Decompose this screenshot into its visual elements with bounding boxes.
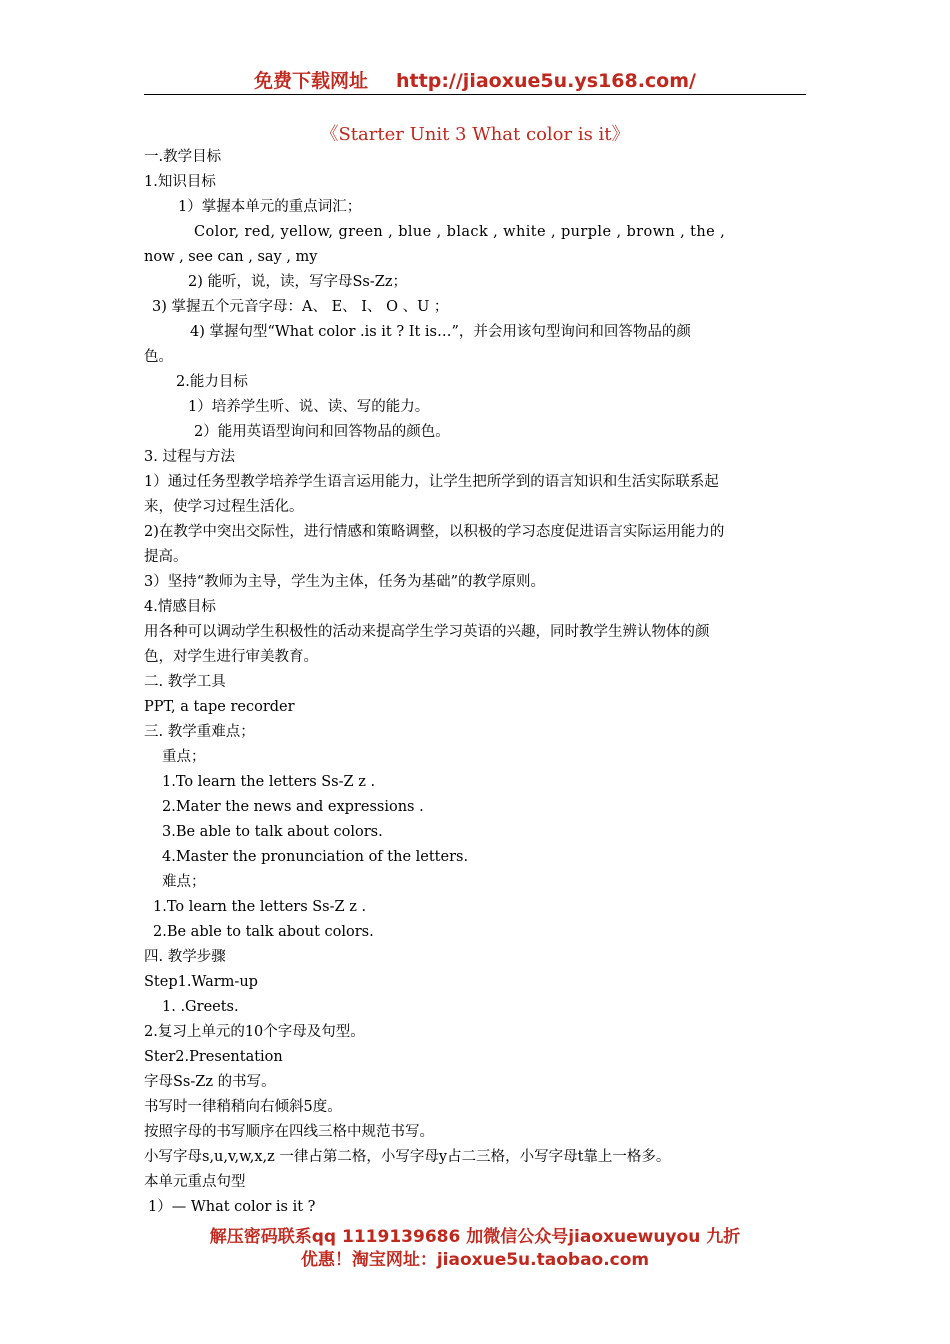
text-line: 2.Be able to talk about colors.	[153, 924, 374, 940]
subsection-heading: 2.能力目标	[176, 374, 248, 390]
text-line: 小写字母s,u,v,w,x,z 一律占第二格，小写字母y占二三格，小写字母t靠上一格多。	[144, 1149, 671, 1165]
text-line: 1. .Greets.	[162, 999, 239, 1015]
text-line: 书写时一律稍稍向右倾斜5度。	[144, 1099, 342, 1115]
text-line: PPT, a tape recorder	[144, 699, 295, 715]
text-line: 1）通过任务型教学培养学生语言运用能力，让学生把所学到的语言知识和生活实际联系起	[144, 474, 719, 490]
subsection-heading: 4.情感目标	[144, 599, 216, 615]
subsection-heading: 3. 过程与方法	[144, 449, 235, 465]
text-line: Color, red, yellow, green , blue , black , white , purple , brown , the ,	[194, 224, 726, 240]
text-line: 1.To learn the letters Ss-Z z .	[153, 899, 367, 915]
text-line: 色。	[144, 349, 173, 365]
text-line: 重点；	[162, 749, 206, 765]
footer-line-2[interactable]: 优惠！淘宝网址：jiaoxue5u.taobao.com	[300, 1250, 650, 1270]
text-line: 字母Ss-Zz 的书写。	[144, 1074, 276, 1090]
text-line: 按照字母的书写顺序在四线三格中规范书写。	[144, 1124, 434, 1140]
subsection-heading: 1.知识目标	[144, 174, 216, 190]
text-line: 1）— What color is it ?	[148, 1199, 316, 1215]
section-heading: 一.教学目标	[144, 149, 222, 165]
text-line: Ster2.Presentation	[144, 1049, 283, 1065]
text-line: 提高。	[144, 549, 188, 565]
text-line: Step1.Warm-up	[144, 974, 258, 990]
text-line: 3.Be able to talk about colors.	[162, 824, 383, 840]
text-line: 用各种可以调动学生积极性的活动来提高学生学习英语的兴趣，同时教学生辨认物体的颜	[144, 624, 710, 640]
document-title: 《Starter Unit 3 What color is it》	[320, 124, 630, 145]
text-line: 3) 掌握五个元音字母：A、 E、 I、 O 、U ；	[152, 299, 449, 315]
text-line: 1.To learn the letters Ss-Z z .	[162, 774, 376, 790]
section-heading: 二. 教学工具	[144, 674, 226, 690]
text-line: 难点；	[162, 874, 206, 890]
section-heading: 三. 教学重难点；	[144, 724, 255, 740]
text-line: 2)在教学中突出交际性，进行情感和策略调整，以积极的学习态度促进语言实际运用能力的	[144, 524, 725, 540]
text-line: 4) 掌握句型“What color .is it ? It is…”，并会用该句型询问和回答物品的颜	[190, 324, 691, 340]
text-line: 4.Master the pronunciation of the letters.	[162, 849, 469, 865]
text-line: 1）培养学生听、说、读、写的能力。	[188, 399, 430, 415]
text-line: now , see can , say , my	[144, 249, 318, 265]
text-line: 1）掌握本单元的重点词汇；	[178, 199, 362, 215]
text-line: 3）坚持“教师为主导，学生为主体，任务为基础”的教学原则。	[144, 574, 546, 590]
footer-line-1: 解压密码联系qq 1119139686 加微信公众号jiaoxuewuyou 九折	[209, 1227, 741, 1247]
header-url-link[interactable]: http://jiaoxue5u.ys168.com/	[396, 70, 696, 92]
text-line: 2.Mater the news and expressions .	[162, 799, 424, 815]
page-header	[0, 66, 950, 93]
text-line: 2）能用英语型询问和回答物品的颜色。	[194, 424, 450, 440]
text-line: 2.复习上单元的10个字母及句型。	[144, 1024, 365, 1040]
text-line: 2) 能听，说，读，写字母Ss-Zz；	[188, 274, 407, 290]
text-line: 来，使学习过程生活化。	[144, 499, 304, 515]
header-site-label: 免费下载网址	[254, 70, 369, 92]
text-line: 本单元重点句型	[144, 1174, 246, 1190]
text-line: 色，对学生进行审美教育。	[144, 649, 318, 665]
section-heading: 四. 教学步骤	[144, 949, 226, 965]
header-divider	[144, 94, 806, 95]
